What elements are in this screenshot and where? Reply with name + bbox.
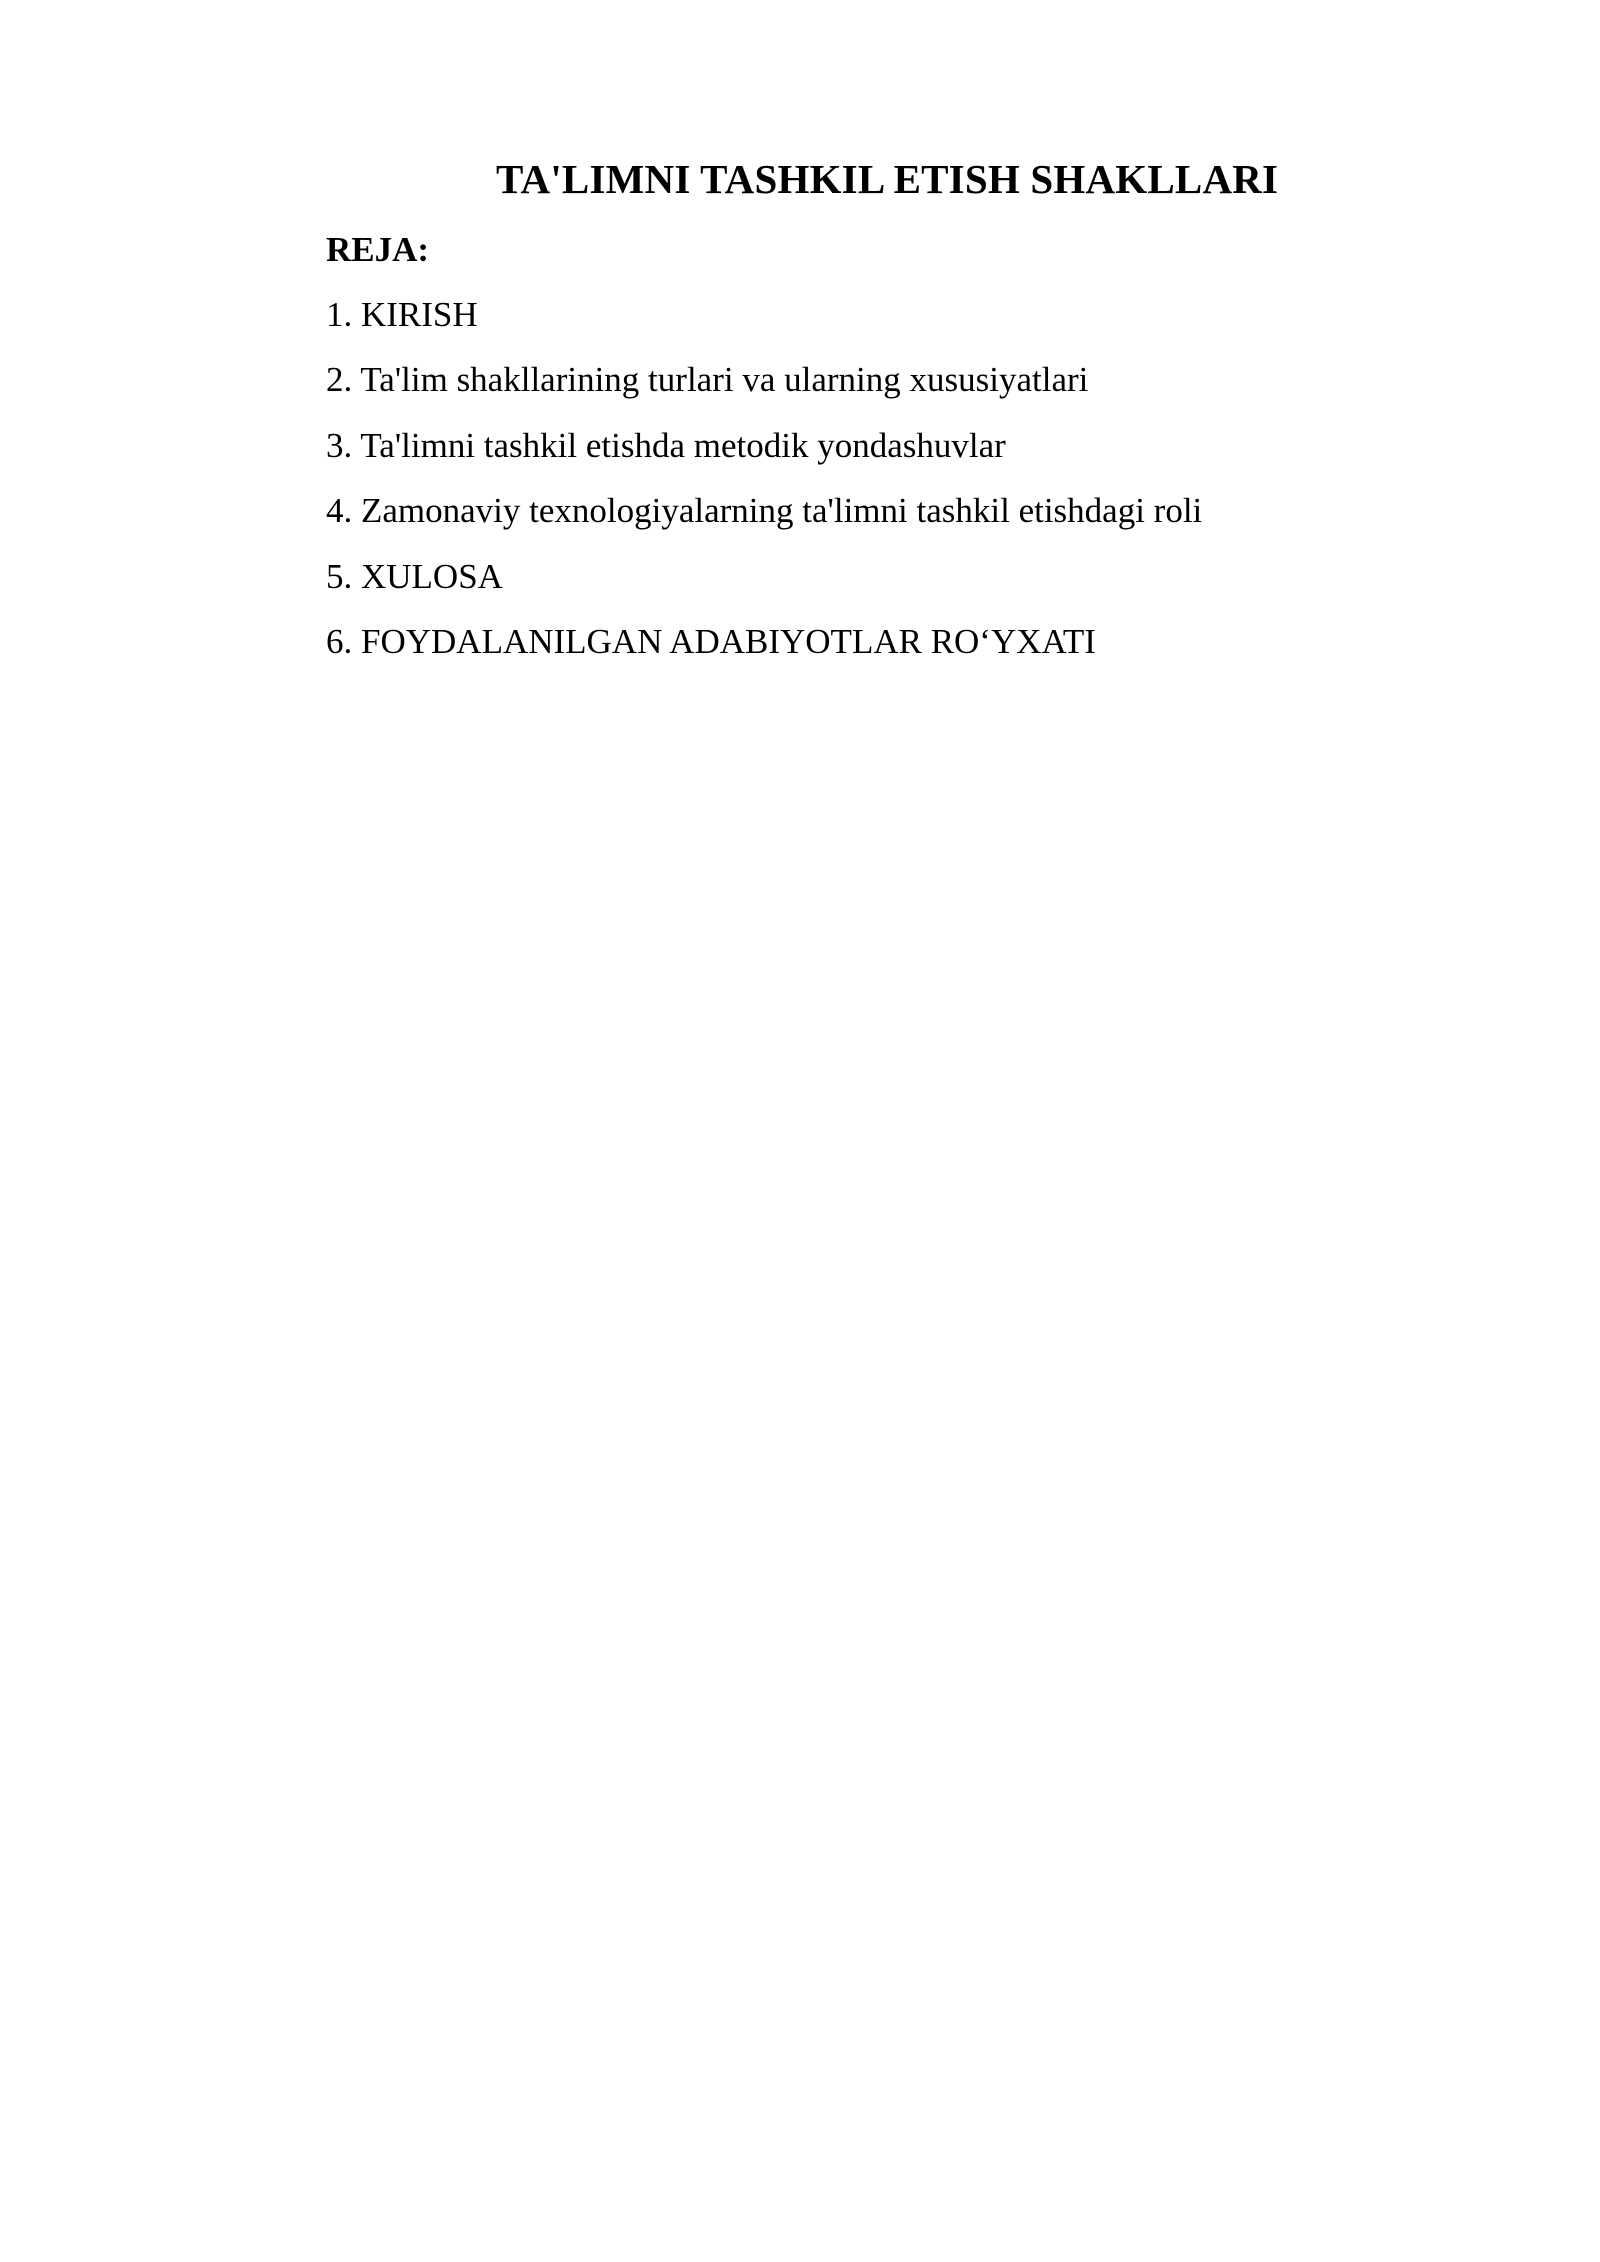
plan-item-modern-technologies: 4. Zamonaviy texnologiyalarning ta'limni tashkil etishdagi roli	[326, 491, 1203, 531]
plan-list	[326, 290, 1202, 682]
plan-heading: REJA:	[326, 230, 430, 269]
plan-item-forms-types: 2. Ta'lim shakllarining turlari va ularning xususiyatlari	[326, 360, 1089, 400]
document-title: TA'LIMNI TASHKIL ETISH SHAKLLARI	[496, 156, 1279, 202]
plan-item-references: 6. FOYDALANILGAN ADABIYOTLAR RO‘YXATI	[326, 621, 1096, 661]
plan-item-conclusion: 5. XULOSA	[326, 556, 503, 596]
plan-item-methodical-approaches: 3. Ta'limni tashkil etishda metodik yondashuvlar	[326, 425, 1006, 465]
plan-item-introduction: 1. KIRISH	[326, 295, 478, 334]
